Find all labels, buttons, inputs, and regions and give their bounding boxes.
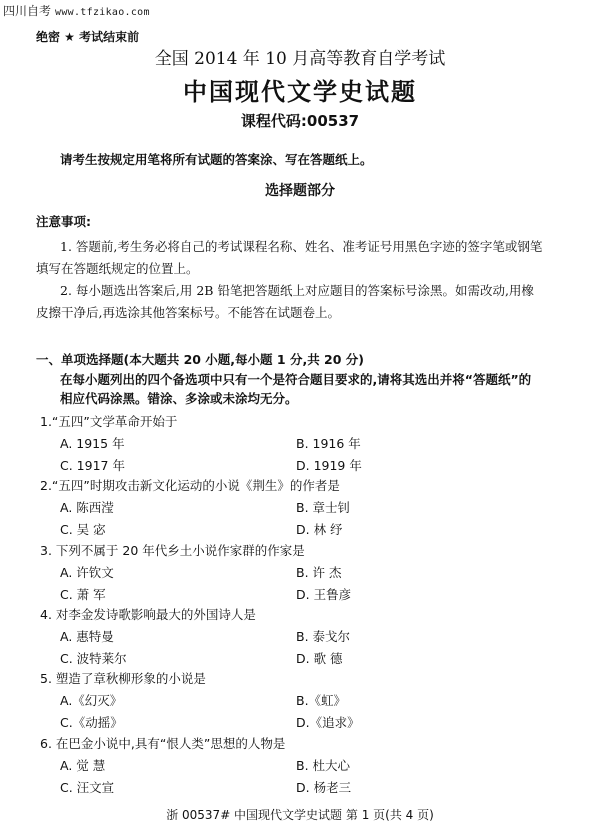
option-c: C. 1917 年 <box>60 458 125 473</box>
section-description: 在每小题列出的四个备选项中只有一个是符合题目要求的,请将其选出并将“答题纸”的相应代码涂黑。错涂、多涂或未涂均无分。 <box>60 372 532 406</box>
question-stem: 4. 对李金发诗歌影响最大的外国诗人是 <box>40 607 256 622</box>
notes-heading: 注意事项: <box>36 214 91 229</box>
question-stem: 1.“五四”文学革命开始于 <box>40 414 178 429</box>
option-a: A. 许钦文 <box>60 565 114 580</box>
option-c: C. 萧 军 <box>60 587 106 602</box>
note-line: 2. 每小题选出答案后,用 2B 铅笔把答题纸上对应题目的答案标号涂黑。如需改动,用橡 <box>60 283 534 298</box>
option-d: D. 1919 年 <box>296 458 362 473</box>
section-heading: 一、单项选择题(本大题共 20 小题,每小题 1 分,共 20 分) <box>36 352 365 367</box>
option-b: B. 许 杰 <box>296 565 342 580</box>
watermark-url[interactable]: www.tfzikao.com <box>55 7 150 18</box>
option-b: B. 杜大心 <box>296 758 351 773</box>
note-line: 皮擦干净后,再选涂其他答案标号。不能答在试题卷上。 <box>36 305 340 320</box>
question-stem: 6. 在巴金小说中,具有“恨人类”思想的人物是 <box>40 736 286 751</box>
option-b: B. 1916 年 <box>296 436 361 451</box>
watermark <box>3 2 150 19</box>
option-a: A. 惠特曼 <box>60 629 114 644</box>
option-d: D. 林 纾 <box>296 522 343 537</box>
instruction: 请考生按规定用笔将所有试题的答案涂、写在答题纸上。 <box>60 152 373 167</box>
watermark-site-name: 四川自考 <box>3 4 52 18</box>
option-c: C. 吴 宓 <box>60 522 106 537</box>
option-c: C. 汪文宣 <box>60 780 115 795</box>
option-a: A. 1915 年 <box>60 436 125 451</box>
question-stem: 5. 塑造了章秋柳形象的小说是 <box>40 671 206 686</box>
part-title: 选择题部分 <box>265 183 335 199</box>
option-a: A. 陈西滢 <box>60 500 114 515</box>
note-line: 填写在答题纸规定的位置上。 <box>36 261 199 276</box>
option-d: D. 歌 德 <box>296 651 343 666</box>
option-c: C.《动摇》 <box>60 715 123 730</box>
option-b: B. 章士钊 <box>296 500 351 515</box>
page-footer: 浙 00537# 中国现代文学史试题 第 1 页(共 4 页) <box>166 808 434 822</box>
option-a: A.《幻灭》 <box>60 693 123 708</box>
question-stem: 3. 下列不属于 20 年代乡土小说作家群的作家是 <box>40 543 305 558</box>
option-d: D. 杨老三 <box>296 780 352 795</box>
question-stem: 2.“五四”时期攻击新文化运动的小说《荆生》的作者是 <box>40 478 340 493</box>
option-d: D. 王鲁彦 <box>296 587 352 602</box>
page-title: 中国现代文学史试题 <box>183 78 417 106</box>
note-line: 1. 答题前,考生务必将自己的考试课程名称、姓名、准考证号用黑色字迹的签字笔或钢笔 <box>60 239 543 254</box>
option-b: B. 泰戈尔 <box>296 629 351 644</box>
option-a: A. 觉 慧 <box>60 758 106 773</box>
exam-name: 全国 2014 年 10 月高等教育自学考试 <box>154 49 446 69</box>
course-code: 课程代码:00537 <box>240 112 360 130</box>
option-c: C. 波特莱尔 <box>60 651 127 666</box>
option-b: B.《虹》 <box>296 693 347 708</box>
secret-label: 绝密 ★ 考试结束前 <box>36 30 140 44</box>
option-d: D.《追求》 <box>296 715 360 730</box>
